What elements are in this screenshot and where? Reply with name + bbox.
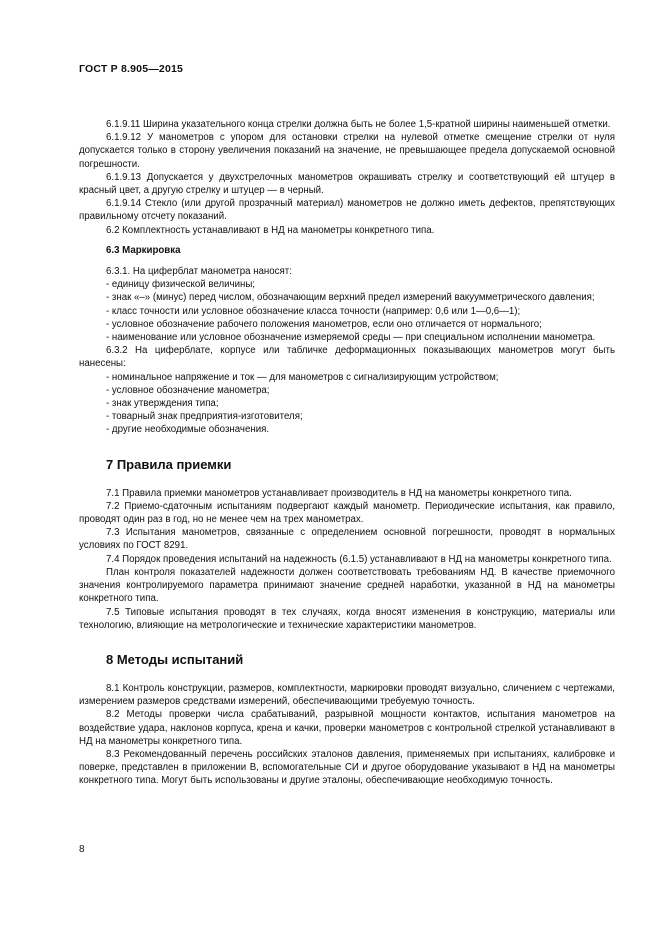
paragraph-6-3-2: 6.3.2 На циферблате, корпусе или табличке деформационных показывающих манометров могут быть нанесены: bbox=[79, 345, 615, 370]
paragraph-8-3: 8.3 Рекомендованный перечень российских эталонов давления, применяемых при испытаниях, калибровке и поверке, представлен в приложении В, вспомогательные СИ и другое оборудование указывают в НД на манометры конкретного типа. Могут быть использованы и другие эталоны, обеспечивающие необходимую точность. bbox=[79, 748, 615, 787]
paragraph-7-5: 7.5 Типовые испытания проводят в тех случаях, когда вносят изменения в конструкцию, материалы или технологию, влияющие на метрологические и технические характеристики манометров. bbox=[79, 606, 615, 631]
list-item: - другие необходимые обозначения. bbox=[106, 424, 270, 436]
paragraph-6-2: 6.2 Комплектность устанавливают в НД на манометры конкретного типа. bbox=[106, 224, 435, 236]
list-item: - условное обозначение манометра; bbox=[106, 384, 270, 396]
list-item: - единицу физической величины; bbox=[106, 279, 255, 291]
list-item: - товарный знак предприятия-изготовителя; bbox=[106, 411, 303, 423]
paragraph-7-3: 7.3 Испытания манометров, связанные с определением основной погрешности, проводят в нормальных условиях по ГОСТ 8291. bbox=[79, 527, 615, 552]
paragraph-7-2: 7.2 Приемо-сдаточным испытаниям подвергают каждый манометр. Периодические испытания, как правило, проводят один раз в год, но не менее чем на трех манометрах. bbox=[79, 500, 615, 526]
paragraph-6-3-1: 6.3.1. На циферблат манометра наносят: bbox=[106, 266, 292, 278]
list-item: - наименование или условное обозначение измеряемой среды — при специальном исполнении манометра. bbox=[106, 332, 596, 344]
document-header: ГОСТ Р 8.905—2015 bbox=[79, 63, 184, 75]
paragraph-6-1-9-14: 6.1.9.14 Стекло (или другой прозрачный материал) манометров не должно иметь дефектов, препятствующих правильному отсчету показаний. bbox=[79, 198, 615, 223]
list-item: - знак «–» (минус) перед числом, обозначающим верхний предел измерений вакуумметрического давления; bbox=[106, 292, 595, 304]
paragraph-7-1: 7.1 Правила приемки манометров устанавливает производитель в НД на манометры конкретного типа. bbox=[106, 487, 572, 499]
paragraph-6-1-9-11: 6.1.9.11 Ширина указательного конца стрелки должна быть не более 1,5-кратной ширины наименьшей отметки. bbox=[106, 119, 611, 130]
subsection-heading-6-3: 6.3 Маркировка bbox=[106, 244, 181, 256]
list-item: - условное обозначение рабочего положения манометров, если оно отличается от нормального; bbox=[106, 318, 542, 330]
paragraph-7-4: 7.4 Порядок проведения испытаний на надежность (6.1.5) устанавливают в НД на манометры конкретного типа. bbox=[106, 553, 612, 565]
paragraph-8-2: 8.2 Методы проверки числа срабатываний, разрывной мощности контактов, испытания манометров на воздействие удара, наклонов корпуса, крена и качки, проверки манометров с контрольной стрелкой устанавливают в НД на манометры конкретного типа. bbox=[79, 709, 615, 747]
page-number: 8 bbox=[79, 844, 85, 855]
list-item: - номинальное напряжение и ток — для манометров с сигнализирующим устройством; bbox=[106, 371, 499, 383]
paragraph-6-1-9-12: 6.1.9.12 У манометров с упором для остановки стрелки на нулевой отметке смещение стрелки от нуля допускается только в сторону увеличения показаний на значение, не превышающее предела допускаемой основной погрешности. bbox=[79, 132, 615, 170]
section-heading-8: 8 Методы испытаний bbox=[106, 651, 244, 667]
paragraph-7-4-plan: План контроля показателей надежности должен соответствовать требованиям НД. В качестве приемочного значения контролируемого параметра принимают значение средней наработки, указанной в НД на манометры конкретного типа. bbox=[79, 566, 615, 605]
list-item: - класс точности или условное обозначение класса точности (например: 0,6 или 1—0,6—1); bbox=[106, 305, 521, 317]
paragraph-6-1-9-13: 6.1.9.13 Допускается у двухстрелочных манометров окрашивать стрелку и соответствующий ей штуцер в красный цвет, а другую стрелку и штуцер — в черный. bbox=[79, 171, 615, 197]
section-heading-7: 7 Правила приемки bbox=[106, 456, 232, 472]
list-item: - знак утверждения типа; bbox=[106, 398, 219, 410]
page-content bbox=[79, 118, 615, 788]
paragraph-8-1: 8.1 Контроль конструкции, размеров, комплектности, маркировки проводят визуально, сличением с чертежами, измерением размеров средствами измерений, обеспечивающими требуемую точность. bbox=[79, 682, 615, 708]
